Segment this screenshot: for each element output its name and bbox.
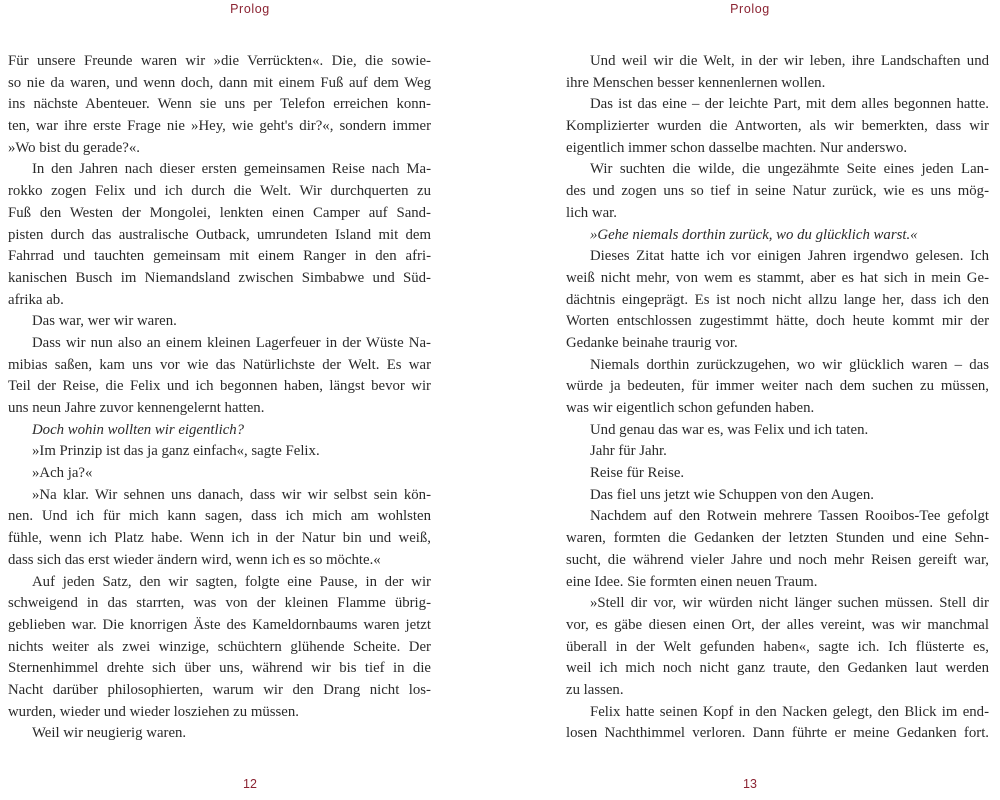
text-line: Dass wir nun also an einem kleinen Lagerfeuer in der Wüste Na- [32,334,431,351]
text-line: pisten durch das australische Outback, umrundeten Island mit dem [8,226,431,243]
text-line: vor, es gäbe diesen einen Ort, der alles vereint, was wir manchmal [566,616,989,633]
text-line: eigentlich immer schon dasselbe machten. Nur anderswo. [566,139,908,156]
text-line: Komplizierter wurden die Antworten, als wir bemerkten, dass wir [566,118,989,135]
text-line: weiß nicht mehr, von wem es stammt, aber es hat sich in mein Ge- [566,269,989,286]
text-line: fühle, wenn ich Platz habe. Wenn ich in der Natur bin und weiß, [8,530,431,547]
text-line: waren, formten die Gedanken der letzten Stunden und eine Sehn- [566,530,989,547]
text-line: Und weil wir die Welt, in der wir leben, ihre Landschaften und [590,53,989,69]
right-page [500,0,1000,800]
text-line: kanischen Busch im Niemandsland zwischen Simbabwe und Süd- [8,269,431,286]
text-line: so nie da waren, und wenn doch, dann mit einem Fuß auf dem Weg [8,74,431,91]
text-line: Für unsere Freunde waren wir »die Verrückten«. Die, die sowie- [8,53,431,69]
text-line: Gedanke beinahe traurig vor. [566,334,738,351]
text-line: Reise für Reise. [590,465,685,482]
text-line: Das war, wer wir waren. [32,313,177,330]
text-line: ihre Menschen besser kennenlernen wollen. [566,74,826,91]
text-line: Nachdem auf den Rotwein mehrere Tassen Rooibos-Tee gefolgt [590,508,989,525]
text-line: Wir suchten die wilde, die ungezähmte Seite eines jeden Lan- [590,161,989,178]
page-number: 13 [743,777,757,791]
text-line: dächtnis eingeprägt. Es ist noch nicht allzu lange her, dass ich den [566,291,989,308]
text-line: lich war. [566,204,617,221]
text-line: losen Nachthimmel verloren. Dann führte er meine Gedanken fort. [566,725,989,742]
text-line: Das ist das eine – der leichte Part, mit dem alles begonnen hatte. [590,96,989,113]
text-line: Felix hatte seinen Kopf in den Nacken gelegt, den Blick im end- [590,703,989,720]
text-line: eine Idee. Sie formten einen neuen Traum. [566,573,818,590]
text-line: Worten entschlossen zugestimmt hätte, doch heute kommt mir der [566,313,989,330]
text-line: »Gehe niemals dorthin zurück, wo du glücklich warst.« [590,226,918,243]
text-line: weil ich mich noch nicht ganz traute, den Gedanken laut werden [566,660,989,677]
text-line: nichts weiter als zwei winzige, schüchtern glühende Scheite. Der [8,638,431,655]
text-line: geblieben war. Die knorrigen Äste des Kameldornbaums waren jetzt [8,616,431,633]
text-line: sucht, die während vieler Jahre und noch mehr Reisen gereift war, [566,551,989,568]
text-line: wurden, wieder und wieder losziehen zu müssen. [8,703,299,720]
text-line: Dieses Zitat hatte ich vor einigen Jahren irgendwo gelesen. Ich [590,248,989,265]
page-number: 12 [243,777,257,791]
text-line: dass sich das erst wieder ändern wird, wenn ich es so möchte.« [8,551,381,568]
page-body [8,51,431,745]
text-line: was wir eigentlich schon gefunden haben. [566,400,815,416]
text-line: Und genau das war es, was Felix und ich taten. [590,421,869,438]
text-line: In den Jahren nach dieser ersten gemeinsamen Reise nach Ma- [32,161,431,178]
text-line: afrika ab. [8,291,64,308]
text-line: mibias saßen, kam uns vor wie das Natürlichste der Welt. Es war [8,356,431,373]
text-line: schweigend in das starrten, was von der kleinen Flamme übrig- [8,595,431,612]
text-line: uns neun Jahre zuvor kennengelernt hatten. [8,400,265,416]
text-line: Das fiel uns jetzt wie Schuppen von den Augen. [590,486,874,503]
text-line: »Na klar. Wir sehnen uns danach, dass wir wir selbst sein kön- [32,486,431,503]
text-line: Doch wohin wollten wir eigentlich? [32,421,245,438]
text-line: zu lassen. [566,681,624,698]
text-line: »Im Prinzip ist das ja ganz einfach«, sagte Felix. [32,443,320,460]
text-line: Auf jeden Satz, den wir sagten, folgte eine Pause, in der wir [32,573,431,590]
running-head: Prolog [230,2,270,16]
text-line: Weil wir neugierig waren. [32,725,187,742]
text-line: Teil der Reise, die Felix und ich begonnen haben, längst bevor wir [8,378,431,395]
text-line: »Stell dir vor, wir würden nicht länger suchen müssen. Stell dir [590,595,989,612]
text-line: rokko zogen Felix und ich durch die Welt. Wir durchquerten zu [8,183,431,200]
text-line: des und zogen uns so tief in seine Natur zurück, wie es uns mög- [566,183,989,200]
text-line: Nacht darüber philosophierten, warum wir den Drang nicht los- [8,681,431,698]
text-line: Fuß den Westen der Mongolei, lenkten einen Camper auf Sand- [8,204,431,221]
text-line: nen. Und ich für mich kann sagen, dass ich mich am wohlsten [8,508,431,525]
text-line: Jahr für Jahr. [590,443,667,460]
text-line: würde ja bedeuten, für immer weiter nach dem suchen zu müssen, [566,378,989,395]
text-line: ins nächste Abenteuer. Wenn sie uns per Telefon erreichen konn- [8,96,431,113]
text-line: überall in der Welt gefunden haben«, sagte ich. Ich flüsterte es, [566,638,989,655]
page-body [566,51,989,745]
text-line: Niemals dorthin zurückzugehen, wo wir glücklich waren – das [590,356,989,373]
text-line: ten, war ihre erste Frage nie »Hey, wie geht's dir?«, sondern immer [8,118,431,135]
text-line: Sternenhimmel drehte sich über uns, während wir bis tief in die [8,660,431,677]
text-line: »Ach ja?« [32,465,93,482]
running-head: Prolog [730,2,770,16]
text-line: Fahrrad und tauchten gemeinsam mit einem Ranger in den afri- [8,248,431,265]
text-line: »Wo bist du gerade?«. [8,139,140,156]
